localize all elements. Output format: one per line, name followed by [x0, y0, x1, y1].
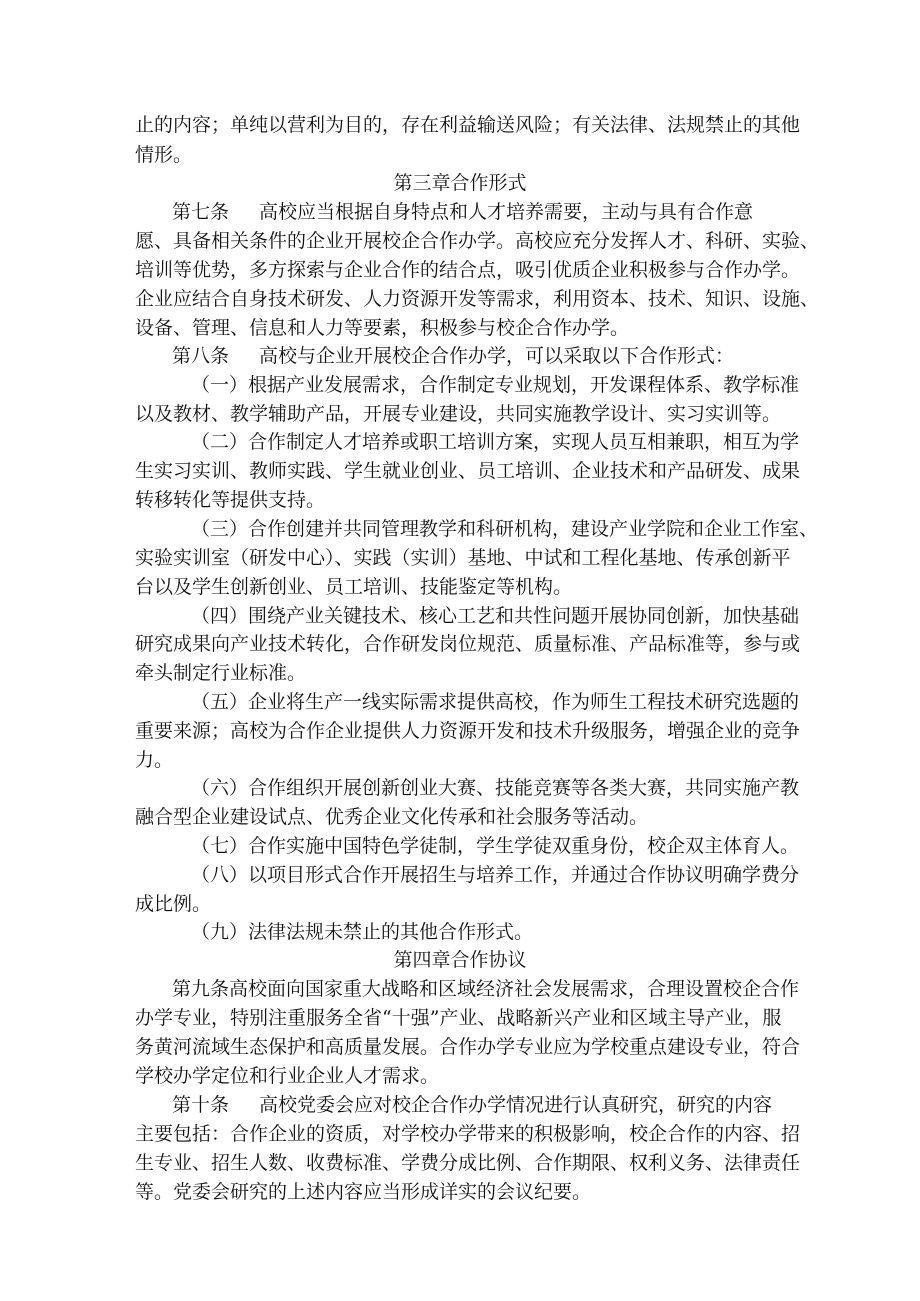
text-line: 办学专业，特别注重服务全省“十强”产业、战略新兴产业和区域主导产业，服	[135, 1007, 782, 1029]
text-line: 情形。	[135, 144, 193, 166]
text-line: 主要包括：合作企业的资质，对学校办学带来的积极影响，校企合作的内容、招	[135, 1123, 801, 1145]
text-line: 台以及学生创新创业、员工培训、技能鉴定等机构。	[135, 576, 573, 598]
text-line: 以及教材、教学辅助产品，开展专业建设，共同实施教学设计、实习实训等。	[135, 403, 782, 425]
article-line	[172, 341, 734, 371]
text-line: 企业应结合自身技术研发、人力资源开发等需求，利用资本、技术、知识、设施、	[135, 288, 820, 310]
text-line: 转移转化等提供支持。	[135, 489, 326, 511]
list-item: （九）法律法规未禁止的其他合作形式。	[191, 921, 534, 943]
article-number: 第八条	[172, 345, 230, 367]
text-line: 止的内容；单纯以营利为目的，存在利益输送风险；有关法律、法规禁止的其他	[135, 114, 801, 136]
article-text: 高校党委会应对校企合作办学情况进行认真研究，研究的内容	[259, 1094, 773, 1116]
list-item: （五）企业将生产一线实际需求提供高校，作为师生工程技术研究选题的	[191, 691, 800, 713]
article-number: 第七条	[172, 201, 230, 223]
article-text: 高校与企业开展校企合作办学，可以采取以下合作形式：	[259, 345, 735, 367]
list-item: （四）围绕产业关键技术、核心工艺和共性问题开展协同创新，加快基础	[191, 605, 800, 627]
text-line: 等。党委会研究的上述内容应当形成详实的会议纪要。	[135, 1181, 592, 1203]
text-line: 生专业、招生人数、收费标准、学费分成比例、合作期限、权利义务、法律责任	[135, 1152, 801, 1174]
text-line: 第九条高校面向国家重大战略和区域经济社会发展需求，合理设置校企合作	[172, 978, 800, 1000]
text-line: 实验实训室（研发中心）、实践（实训）基地、中试和工程化基地、传承创新平	[135, 547, 791, 569]
chapter-heading: 第三章合作形式	[393, 172, 527, 194]
text-line: 力。	[135, 749, 174, 771]
article-number: 第十条	[172, 1094, 230, 1116]
list-item: （七）合作实施中国特色学徒制，学生学徒双重身份，校企双主体育人。	[191, 835, 800, 857]
text-line: 愿、具备相关条件的企业开展校企合作办学。高校应充分发挥人才、科研、实验、	[135, 230, 820, 252]
chapter-heading: 第四章合作协议	[393, 949, 527, 971]
text-line: 牵头制定行业标准。	[135, 662, 307, 684]
list-item: （二）合作制定人才培养或职工培训方案，实现人员互相兼职，相互为学	[191, 431, 800, 453]
article-line	[172, 197, 753, 227]
text-line: 培训等优势，多方探索与企业合作的结合点，吸引优质企业积极参与合作办学。	[135, 259, 801, 281]
list-item: （八）以项目形式合作开展招生与培养工作，并通过合作协议明确学费分	[191, 864, 800, 886]
text-line: 设备、管理、信息和人力等要素，积极参与校企合作办学。	[135, 317, 630, 339]
list-item: （三）合作创建并共同管理教学和科研机构，建设产业学院和企业工作室、	[191, 518, 819, 540]
article-text: 高校应当根据自身特点和人才培养需要，主动与具有合作意	[259, 201, 754, 223]
list-item: （一）根据产业发展需求，合作制定专业规划，开发课程体系、教学标准	[191, 374, 800, 396]
text-line: 学校办学定位和行业企业人才需求。	[135, 1065, 440, 1087]
list-item: （六）合作组织开展创新创业大赛、技能竞赛等各类大赛，共同实施产教	[191, 777, 800, 799]
text-line: 务黄河流域生态保护和高质量发展。合作办学专业应为学校重点建设专业，符合	[135, 1036, 801, 1058]
text-line: 研究成果向产业技术转化，合作研发岗位规范、质量标准、产品标准等，参与或	[135, 633, 801, 655]
text-line: 成比例。	[135, 893, 212, 915]
article-line	[172, 1090, 772, 1120]
text-line: 重要来源；高校为合作企业提供人力资源开发和技术升级服务，增强企业的竞争	[135, 720, 801, 742]
text-line: 融合型企业建设试点、优秀企业文化传承和社会服务等活动。	[135, 806, 649, 828]
text-line: 生实习实训、教师实践、学生就业创业、员工培训、企业技术和产品研发、成果	[135, 460, 801, 482]
